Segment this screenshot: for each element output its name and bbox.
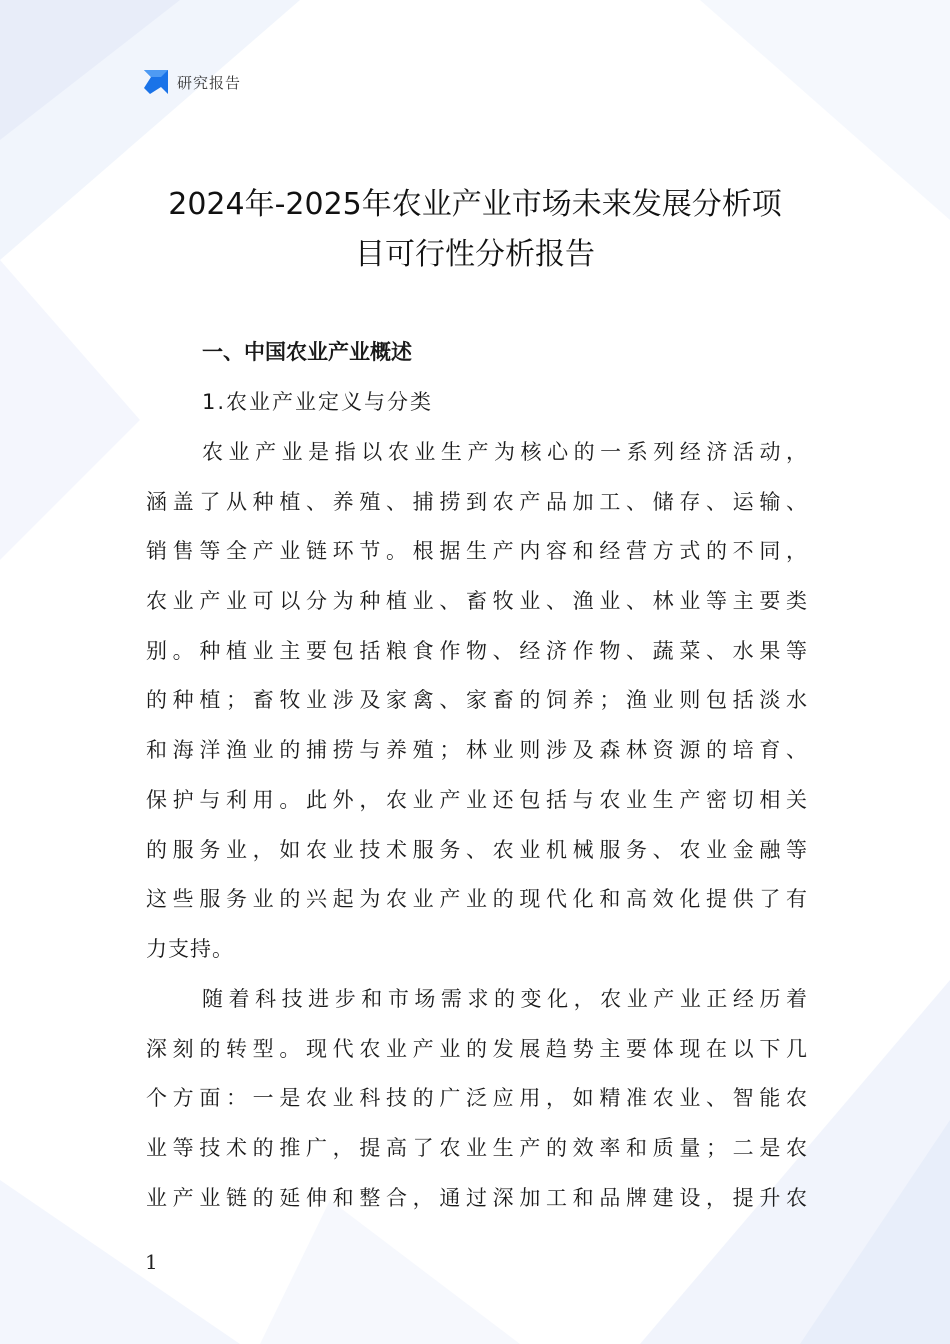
report-header <box>142 68 241 96</box>
paragraph-line: 涵盖了从种植、养殖、捕捞到农产品加工、储存、运输、 <box>146 489 808 514</box>
page-number: 1 <box>145 1250 158 1274</box>
paragraph-line: 个方面：一是农业科技的广泛应用，如精准农业、智能农 <box>146 1086 808 1111</box>
title-line-1: 2024年-2025年农业产业市场未来发展分析项 <box>168 187 782 222</box>
arrow-up-right-logo-icon <box>142 68 170 96</box>
section-heading: 一、中国农业产业概述 <box>202 340 412 364</box>
paragraph-line: 随着科技进步和市场需求的变化，农业产业正经历着 <box>202 987 808 1011</box>
paragraph-line: 深刻的转型。现代农业产业的发展趋势主要体现在以下几 <box>146 1036 808 1061</box>
paragraph-1 <box>146 428 808 975</box>
paragraph-line: 业等技术的推广，提高了农业生产的效率和质量；二是农 <box>146 1136 808 1161</box>
paragraph-line: 别。种植业主要包括粮食作物、经济作物、蔬菜、水果等 <box>146 638 808 663</box>
subsection-heading: 1.农业产业定义与分类 <box>202 390 434 414</box>
paragraph-line: 农业产业是指以农业生产为核心的一系列经济活动， <box>202 440 808 464</box>
paragraph-line: 农业产业可以分为种植业、畜牧业、渔业、林业等主要类 <box>146 589 808 614</box>
paragraph-2 <box>146 975 808 1223</box>
paragraph-line: 的服务业，如农业技术服务、农业机械服务、农业金融等 <box>146 837 808 862</box>
paragraph-line: 保护与利用。此外，农业产业还包括与农业生产密切相关 <box>146 787 808 812</box>
paragraph-line: 业产业链的延伸和整合，通过深加工和品牌建设，提升农 <box>146 1185 808 1210</box>
paragraph-line: 这些服务业的兴起为农业产业的现代化和高效化提供了有 <box>146 887 808 912</box>
paragraph-line: 的种植；畜牧业涉及家禽、家畜的饲养；渔业则包括淡水 <box>146 688 808 713</box>
paragraph-line: 力支持。 <box>146 936 234 961</box>
brand-label: 研究报告 <box>177 73 242 92</box>
title-line-2: 目可行性分析报告 <box>355 237 595 272</box>
document-title <box>140 180 810 280</box>
paragraph-line: 销售等全产业链环节。根据生产内容和经营方式的不同， <box>146 539 808 564</box>
paragraph-line: 和海洋渔业的捕捞与养殖；林业则涉及森林资源的培育、 <box>146 738 808 763</box>
